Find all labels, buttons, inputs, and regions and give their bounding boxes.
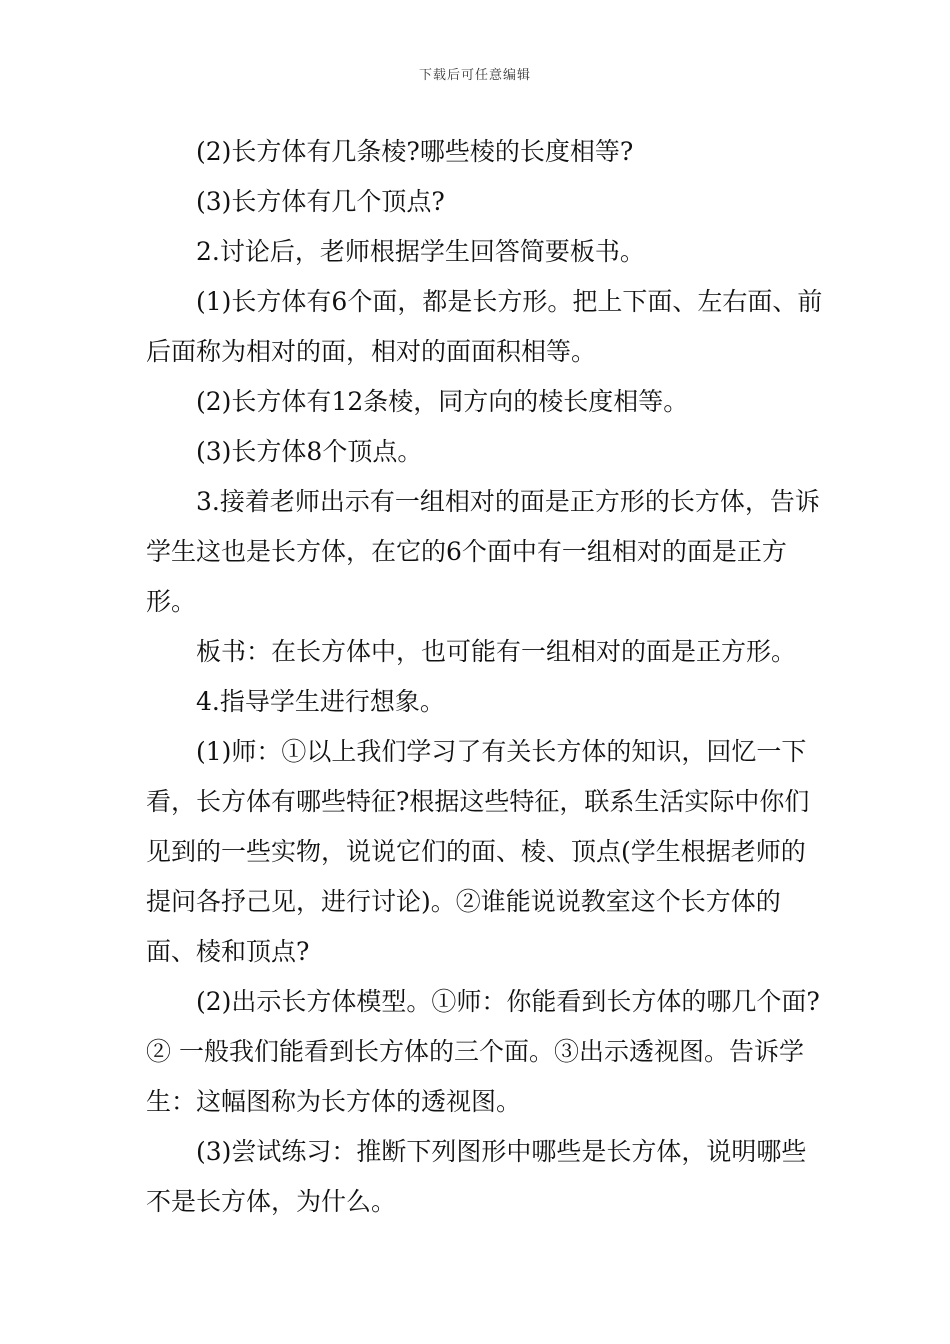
paragraph-answer-3: (3)长方体8个顶点。 — [196, 437, 423, 466]
paragraph-imagine-3: (3)尝试练习：推断下列图形中哪些是长方体，说明哪些不是长方体，为什么。 — [146, 1137, 807, 1216]
page-header: 下载后可任意编辑 — [418, 68, 531, 83]
paragraph-imagine-2: (2)出示长方体模型。①师：你能看到长方体的哪几个面?② 一般我们能看到长方体的三个面。③出示透视图。告诉学生：这幅图称为长方体的透视图。 — [146, 987, 820, 1116]
document-body — [146, 127, 826, 1227]
paragraph-board-note: 板书：在长方体中，也可能有一组相对的面是正方形。 — [196, 637, 797, 666]
paragraph-q3: (3)长方体有几个顶点? — [196, 187, 445, 216]
paragraph-step-4: 4.指导学生进行想象。 — [196, 687, 445, 716]
paragraph-imagine-1: (1)师：①以上我们学习了有关长方体的知识，回忆一下看，长方体有哪些特征?根据这些特征，联系生活实际中你们见到的一些实物，说说它们的面、棱、顶点(学生根据老师的提问各抒己见，进行讨论)。②谁能说说教室这个长方体的面、棱和顶点? — [146, 737, 810, 966]
paragraph-step-2: 2.讨论后，老师根据学生回答简要板书。 — [196, 237, 645, 266]
paragraph-q2: (2)长方体有几条棱?哪些棱的长度相等? — [196, 137, 634, 166]
paragraph-answer-2: (2)长方体有12条棱，同方向的棱长度相等。 — [196, 387, 689, 416]
paragraph-answer-1: (1)长方体有6个面，都是长方形。把上下面、左右面、前后面称为相对的面，相对的面面积相等。 — [146, 287, 823, 366]
paragraph-step-3: 3.接着老师出示有一组相对的面是正方形的长方体，告诉学生这也是长方体，在它的6个面中有一组相对的面是正方形。 — [146, 487, 820, 616]
